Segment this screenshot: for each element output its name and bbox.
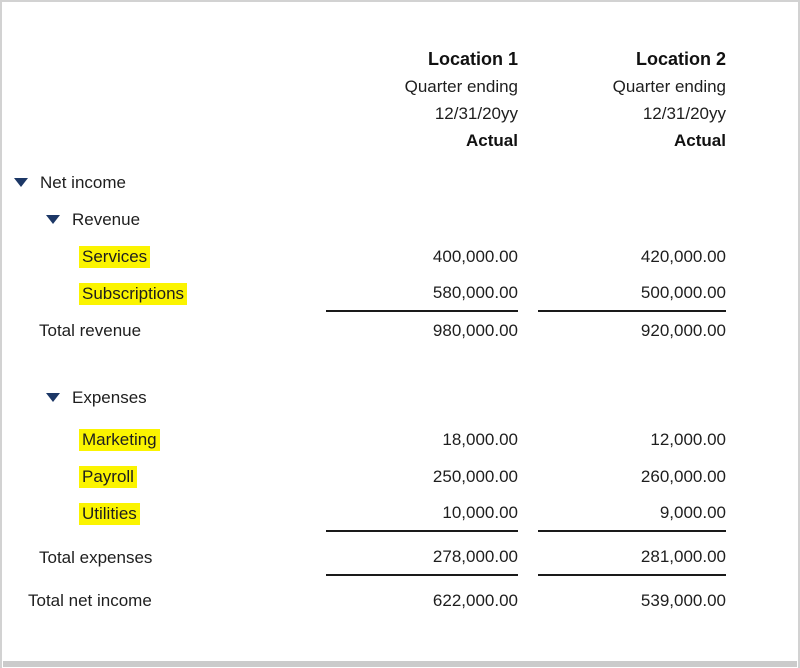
- value-cell-location-1: 400,000.00: [432, 246, 518, 266]
- value-cell-location-2: [538, 379, 726, 416]
- row-label-cell: [14, 495, 326, 532]
- value-cell-location-2: 9,000.00: [538, 495, 726, 532]
- value-cell-location-2: 539,000.00: [640, 590, 726, 610]
- value-cell-location-1: 10,000.00: [326, 495, 518, 532]
- column-title: Location 2: [635, 49, 726, 69]
- report-rows: [14, 164, 726, 619]
- row-label-cell: [14, 238, 326, 275]
- value-cell-location-2: 920,000.00: [640, 320, 726, 340]
- highlighted-account-label: Utilities: [79, 503, 140, 525]
- collapse-triangle-icon[interactable]: [14, 178, 28, 187]
- value-cell-location-1: 250,000.00: [432, 466, 518, 486]
- value-cell-location-2: 500,000.00: [538, 275, 726, 312]
- value-cell-location-1: 18,000.00: [442, 429, 518, 449]
- report-row-utilities: [14, 495, 726, 532]
- report-content: [2, 2, 798, 619]
- value-cell-location-1: 580,000.00: [326, 275, 518, 312]
- column-period: 12/31/20yy: [642, 104, 726, 123]
- value-cell-location-2: 12,000.00: [650, 429, 726, 449]
- column-title: Location 1: [427, 49, 518, 69]
- collapse-triangle-icon[interactable]: [46, 393, 60, 402]
- value-cell-location-2: [538, 164, 726, 201]
- column-header-location-1: [326, 46, 518, 154]
- value-cell-location-1: 980,000.00: [432, 320, 518, 340]
- section-spacer: [14, 349, 726, 379]
- value-cell-location-1: 622,000.00: [432, 590, 518, 610]
- report-row-payroll: [14, 458, 726, 495]
- row-label-cell: [14, 421, 326, 458]
- report-row-total-expenses: [14, 539, 726, 576]
- column-subtitle: Quarter ending: [404, 77, 518, 96]
- label-column-spacer: [14, 46, 326, 154]
- report-row-expenses: [14, 379, 726, 416]
- report-row-services: [14, 238, 726, 275]
- highlighted-account-label: Services: [79, 246, 150, 268]
- value-cell-location-1: [326, 379, 518, 416]
- horizontal-scrollbar[interactable]: [3, 661, 797, 667]
- row-label: Total expenses: [39, 547, 153, 567]
- row-label-cell: [14, 458, 326, 495]
- value-cell-location-1: [326, 164, 518, 201]
- report-row-subscriptions: [14, 275, 726, 312]
- column-basis: Actual: [674, 131, 726, 150]
- row-label: Expenses: [72, 387, 147, 407]
- row-label-cell: [14, 582, 326, 619]
- value-cell-location-1: [326, 201, 518, 238]
- collapse-triangle-icon[interactable]: [46, 215, 60, 224]
- row-label: Net income: [40, 172, 126, 192]
- column-basis: Actual: [466, 131, 518, 150]
- highlighted-account-label: Subscriptions: [79, 283, 187, 305]
- row-label: Total net income: [28, 590, 152, 610]
- value-cell-location-1: 278,000.00: [326, 539, 518, 576]
- report-row-total-revenue: [14, 312, 726, 349]
- row-label-cell: [14, 164, 326, 201]
- row-label-cell: [14, 275, 326, 312]
- report-row-total-net-income: [14, 582, 726, 619]
- row-label-cell: [14, 201, 326, 238]
- column-subtitle: Quarter ending: [612, 77, 726, 96]
- highlighted-account-label: Marketing: [79, 429, 160, 451]
- value-cell-location-2: 260,000.00: [640, 466, 726, 486]
- value-cell-location-2: 420,000.00: [640, 246, 726, 266]
- highlighted-account-label: Payroll: [79, 466, 137, 488]
- row-label-cell: [14, 539, 326, 576]
- column-period: 12/31/20yy: [434, 104, 518, 123]
- report-row-revenue: [14, 201, 726, 238]
- value-cell-location-2: [538, 201, 726, 238]
- report-row-marketing: [14, 421, 726, 458]
- report-row-net-income: [14, 164, 726, 201]
- row-label: Revenue: [72, 209, 141, 229]
- row-label-cell: [14, 379, 326, 416]
- column-header-location-2: [538, 46, 726, 154]
- row-label: Total revenue: [39, 320, 142, 340]
- value-cell-location-2: 281,000.00: [538, 539, 726, 576]
- column-headers: [14, 46, 726, 154]
- row-label-cell: [14, 312, 326, 349]
